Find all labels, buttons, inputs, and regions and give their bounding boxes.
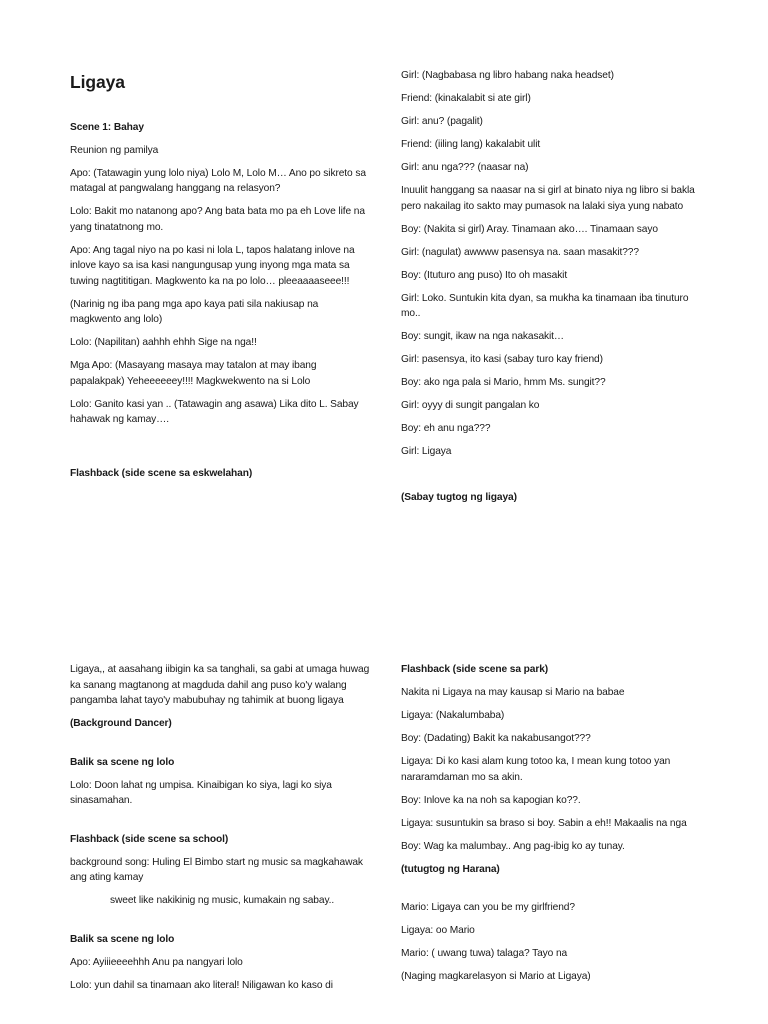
script-line: Ligaya: Di ko kasi alam kung totoo ka, I mean kung totoo yan nararamdaman mo sa akin. (401, 756, 671, 783)
song-cue: (tutugtog ng Harana) (401, 863, 500, 875)
song-lyrics: Ligaya,, at aasahang iibigin ka sa tanghali, sa gabi at umaga huwag ka sanang magtanong at magduda dahil ang puso ko'y walang pangamba lahat tayo'y mabubuhay ng tahimik at buong ligaya (70, 664, 370, 706)
scene-return-heading: Balik sa scene ng lolo (70, 756, 175, 768)
script-line: (Naging magkarelasyon si Mario at Ligaya) (401, 971, 591, 982)
script-line: Girl: oyyy di sungit pangalan ko (401, 400, 540, 411)
column-bottom-right (401, 662, 701, 992)
script-line: Inuulit hanggang sa naasar na si girl at binato niya ng libro si bakla pero nakailag ito sakto may pumasok na lalaki siya yung nabato (401, 185, 695, 212)
script-line: Boy: sungit, ikaw na nga nakasakit… (401, 331, 564, 342)
script-line: Lolo: (Napilitan) aahhh ehhh Sige na nga!! (70, 337, 257, 348)
script-line: Boy: eh anu nga??? (401, 423, 491, 434)
script-line: Boy: Inlove ka na noh sa kapogian ko??. (401, 794, 581, 806)
script-line: Ligaya: oo Mario (401, 925, 475, 936)
column-top-right (401, 68, 701, 513)
script-line: Friend: (kinakalabit si ate girl) (401, 93, 531, 104)
column-top-left (70, 72, 370, 489)
script-line: Lolo: Bakit mo natanong apo? Ang bata bata mo pa eh Love life na yang tinatatnong mo. (70, 206, 365, 233)
script-line: Mario: Ligaya can you be my girlfriend? (401, 902, 575, 913)
script-line: background song: Huling El Bimbo start ng music sa magkahawak ang ating kamay (70, 856, 363, 883)
column-bottom-left (70, 662, 370, 1001)
script-line: Boy: (Ituturo ang puso) Ito oh masakit (401, 269, 568, 281)
script-line: Nakita ni Ligaya na may kausap si Mario na babae (401, 687, 625, 698)
script-line: Lolo: Doon lahat ng umpisa. Kinaibigan ko siya, lagi ko siya sinasamahan. (70, 779, 332, 806)
script-line: Apo: Ayiiieeeehhh Anu pa nangyari lolo (70, 956, 243, 968)
script-line: Girl: Loko. Suntukin kita dyan, sa mukha ka tinamaan iba tinuturo mo.. (401, 292, 689, 319)
script-line: Ligaya: susuntukin sa braso si boy. Sabin a eh!! Makaalis na nga (401, 817, 687, 829)
song-cue: (Sabay tugtog ng ligaya) (401, 491, 517, 503)
document-title: Ligaya (70, 72, 125, 92)
script-line: Mga Apo: (Masayang masaya may tatalon at may ibang papalakpak) Yeheeeeeey!!!! Magkwekwento na si Lolo (70, 360, 317, 387)
flashback-heading: Flashback (side scene sa school) (70, 833, 229, 845)
script-line: (Narinig ng iba pang mga apo kaya pati sila nakiusap na magkwento ang lolo) (70, 298, 319, 325)
script-line: Boy: (Nakita si girl) Aray. Tinamaan ako…. Tinamaan sayo (401, 223, 658, 235)
script-line: Girl: anu nga??? (naasar na) (401, 162, 529, 173)
flashback-heading: Flashback (side scene sa park) (401, 664, 549, 675)
script-line: Apo: (Tatawagin yung lolo niya) Lolo M, Lolo M… Ano po sikreto sa matagal at pangwalang hanggang na relasyon? (70, 167, 366, 194)
script-line: Apo: Ang tagal niyo na po kasi ni lola L, tapos halatang inlove na inlove kayo sa isa kasi nangungusap yung inyong mga mata sa tuwing nagtititigan. Magkwento ka na po lolo… pleeaaaaseee!!! (70, 244, 355, 287)
dancer-cue: (Background Dancer) (70, 718, 172, 729)
script-line: Mario: ( uwang tuwa) talaga? Tayo na (401, 948, 568, 959)
script-line: sweet like nakikinig ng music, kumakain ng sabay.. (110, 895, 335, 906)
scene-heading: Scene 1: Bahay (70, 122, 144, 133)
script-line: Reunion ng pamilya (70, 144, 159, 156)
script-line: Girl: (Nagbabasa ng libro habang naka headset) (401, 70, 614, 81)
scene-return-heading: Balik sa scene ng lolo (70, 933, 175, 945)
script-line: Lolo: yun dahil sa tinamaan ako literal! Niligawan ko kaso di (70, 979, 333, 991)
script-line: Lolo: Ganito kasi yan .. (Tatawagin ang asawa) Lika dito L. Sabay hahawak ng kamay…. (70, 398, 359, 425)
flashback-heading: Flashback (side scene sa eskwelahan) (70, 467, 253, 479)
script-line: Girl: (nagulat) awwww pasensya na. saan masakit??? (401, 246, 639, 258)
script-line: Boy: Wag ka malumbay.. Ang pag-ibig ko ay tunay. (401, 840, 625, 852)
script-line: Girl: Ligaya (401, 446, 452, 457)
script-line: Boy: ako nga pala si Mario, hmm Ms. sungit?? (401, 377, 606, 388)
script-line: Girl: pasensya, ito kasi (sabay turo kay friend) (401, 354, 603, 365)
script-line: Friend: (iiling lang) kakalabit ulit (401, 139, 541, 150)
script-line: Girl: anu? (pagalit) (401, 116, 483, 127)
script-line: Boy: (Dadating) Bakit ka nakabusangot??? (401, 733, 591, 744)
script-line: Ligaya: (Nakalumbaba) (401, 710, 505, 721)
